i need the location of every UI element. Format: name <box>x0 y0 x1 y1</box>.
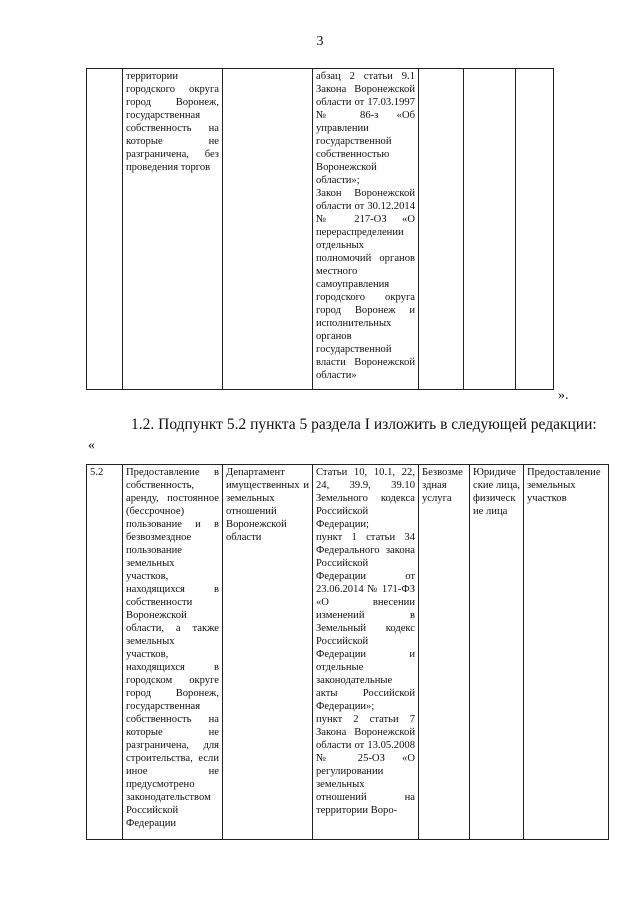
amended-table <box>86 464 609 840</box>
table-cell-payment <box>419 69 464 390</box>
table-cell-number: 5.2 <box>87 465 123 840</box>
table-row <box>87 465 609 840</box>
table-cell-result <box>516 69 554 390</box>
opening-quote: « <box>88 438 95 453</box>
table-cell-department: Департамент имущественных и земельных отношений Воронежской области <box>223 465 313 840</box>
amendment-instruction: 1.2. Подпункт 5.2 пункта 5 раздела I изложить в следующей редакции: <box>131 416 597 433</box>
closing-quote: ». <box>558 388 569 403</box>
table-cell-number <box>87 69 123 390</box>
page-number: 3 <box>316 34 324 49</box>
table-cell-payment: Безвозмездная услуга <box>419 465 470 840</box>
table-cell-legal-basis: Статьи 10, 10.1, 22, 24, 39.9, 39.10 Земельного кодекса Российской Федерации; пункт 1 статьи 34 Федерального закона Российской Федерации от 23.06.2014 № 171-ФЗ «О внесении изменений в Земельный кодекс Российской Федерации и отдельные законодательные акты Российской Федерации»; пункт 2 статьи 7 Закона Воронежской области от 13.05.2008 № 25-ОЗ «О регулировании земельных отношений на территории Воро- <box>313 465 419 840</box>
table-cell-service-name: территории городского округа город Воронеж, государственная собственность на которые не разграничена, без проведения торгов <box>123 69 223 390</box>
table-row <box>87 69 554 390</box>
table-cell-legal-basis: абзац 2 статьи 9.1 Закона Воронежской области от 17.03.1997 № 86-з «Об управлении государственной собственностью Воронежской области»; Закон Воронежской области от 30.12.2014 № 217-ОЗ «О перераспределении отдельных полномочий органов местного самоуправления городского округа город Воронеж и исполнительных органов государственной власти Воронежской области» <box>313 69 419 390</box>
table-cell-department <box>223 69 313 390</box>
table-cell-result: Предоставление земельных участков <box>524 465 609 840</box>
continuation-table <box>86 68 554 390</box>
table-cell-service-name: Предоставление в собственность, аренду, постоянное (бессрочное) пользование и в безвозмездное пользование земельных участков, находящихся в собственности Воронежской области, а также земельных участков, находящихся в городском округе город Воронеж, государственная собственность на которые не разграничена, для строительства, если иное не предусмотрено законодательством Российской Федерации <box>123 465 223 840</box>
table-cell-recipients: Юридические лица, физические лица <box>470 465 524 840</box>
table-cell-recipients <box>464 69 516 390</box>
